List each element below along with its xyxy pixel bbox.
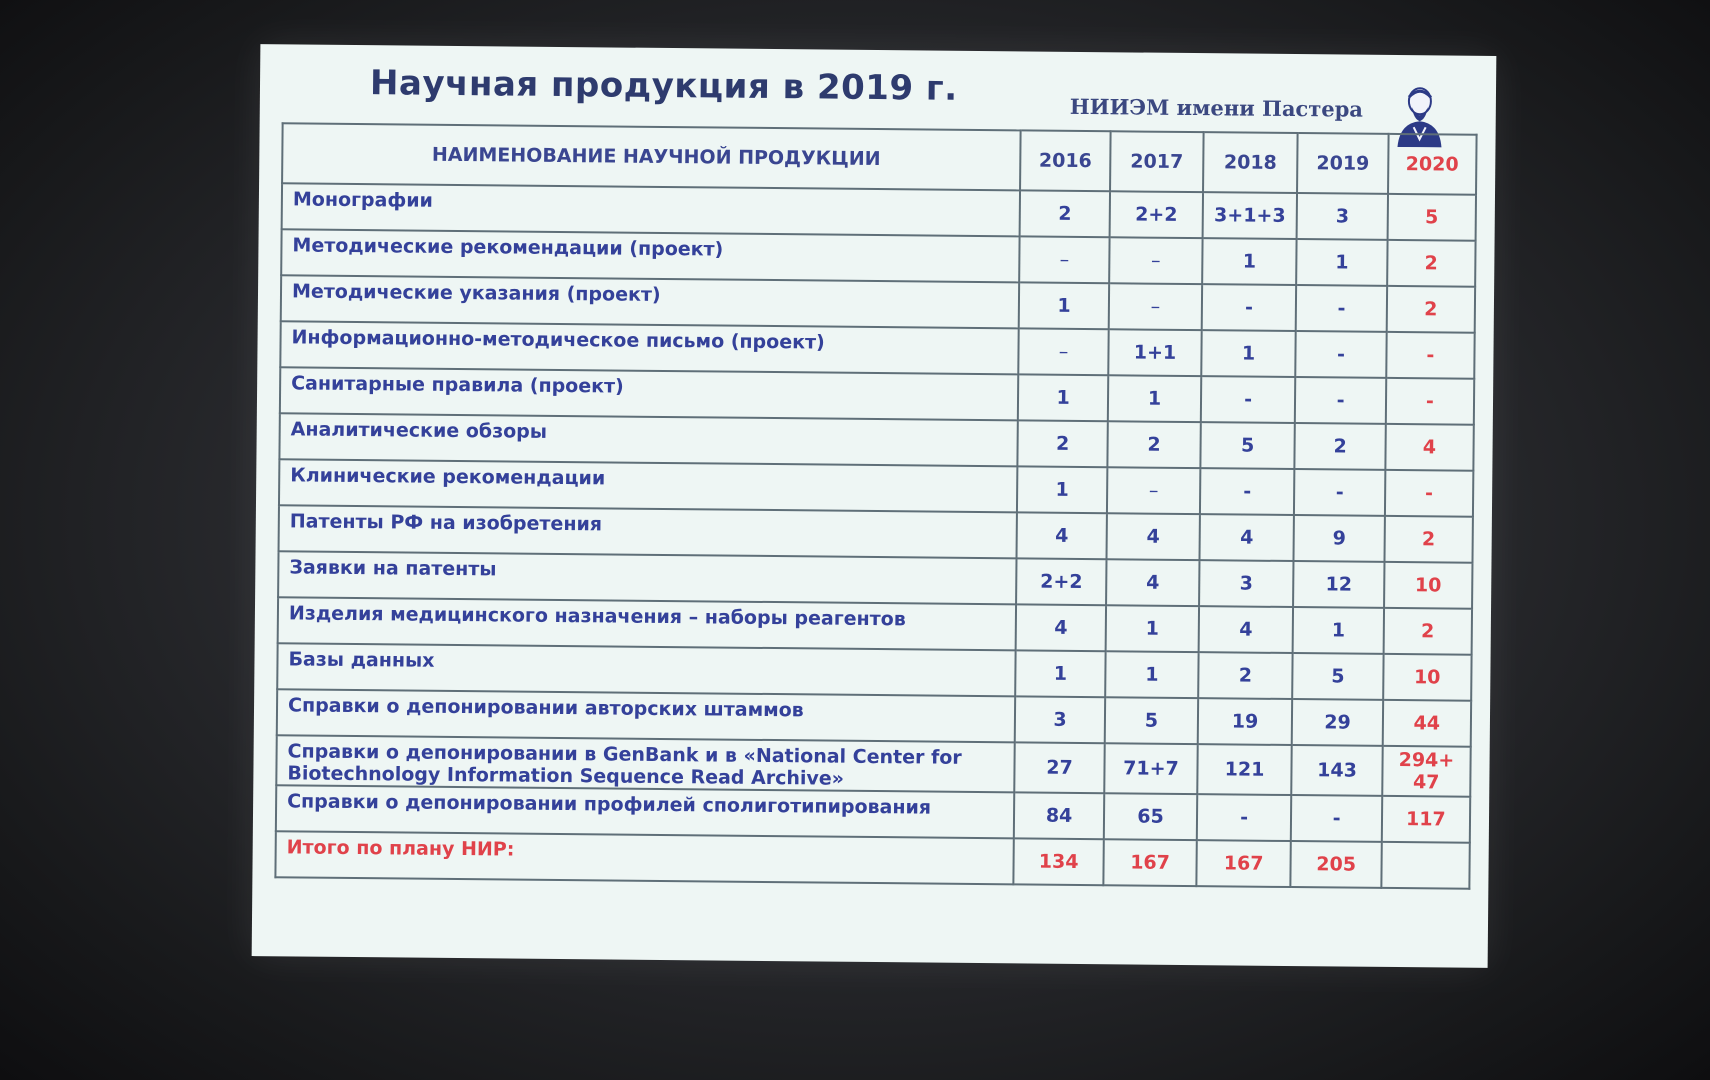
row-value: 19 [1197,698,1292,745]
row-value: 2 [1017,420,1108,467]
row-value: 3 [1015,696,1106,743]
row-value: 2 [1198,652,1293,699]
row-value: 4 [1107,513,1200,560]
row-label: Клинические рекомендации [279,459,1017,512]
row-value: 3 [1297,193,1388,240]
row-value: 143 [1292,745,1383,796]
header-year-2020: 2020 [1388,134,1477,195]
row-value: - [1296,331,1387,378]
header-year-2018: 2018 [1203,132,1298,193]
row-value: 2 [1387,240,1476,287]
row-value: 10 [1383,654,1472,701]
row-value: 2 [1383,608,1472,655]
row-value: 1 [1297,239,1388,286]
row-value: 5 [1105,697,1198,744]
row-value: 2 [1108,421,1201,468]
row-value: 3+1+3 [1202,192,1297,239]
total-value: 167 [1104,839,1197,886]
row-label: Справки о депонировании авторских штаммов [277,689,1015,742]
slide [252,44,1497,968]
row-value: 2 [1295,423,1386,470]
row-label: Изделия медицинского назначения – наборы реагентов [278,597,1016,650]
row-value: - [1386,332,1475,379]
total-value [1381,842,1470,889]
row-label: Патенты РФ на изобретения [279,505,1017,558]
row-value: 117 [1382,796,1471,843]
row-value: - [1201,376,1296,423]
row-label: Методические рекомендации (проект) [281,229,1019,282]
row-label: Аналитические обзоры [279,413,1017,466]
row-value: 4 [1106,559,1199,606]
row-value: 1 [1018,374,1109,421]
row-value: – [1109,283,1202,330]
row-label: Методические указания (проект) [281,275,1019,328]
row-value: 1+1 [1109,329,1202,376]
row-value: 27 [1014,742,1105,793]
row-value: 1 [1017,466,1108,513]
row-value: 65 [1104,793,1197,840]
row-value: 9 [1294,515,1385,562]
header-name: НАИМЕНОВАНИЕ НАУЧНОЙ ПРОДУКЦИИ [282,123,1020,190]
row-value: 84 [1014,792,1105,839]
production-table [274,122,1477,889]
row-value: 2 [1386,286,1475,333]
row-value: 44 [1382,700,1471,747]
row-value: 4 [1385,424,1474,471]
slide-title: Научная продукция в 2019 г. [369,63,958,109]
row-value: 1 [1293,607,1384,654]
row-value: 2+2 [1016,558,1107,605]
total-value: 134 [1013,838,1104,885]
header-year-2016: 2016 [1020,130,1111,191]
total-label: Итого по плану НИР: [275,831,1013,884]
row-value: 2 [1020,190,1111,237]
row-value: 2 [1384,516,1473,563]
header-year-2019: 2019 [1297,133,1388,194]
row-value: - [1197,794,1292,841]
row-value: - [1291,795,1382,842]
total-value: 205 [1291,841,1382,888]
row-value: - [1201,284,1296,331]
row-value: - [1385,470,1474,517]
row-value: 294+ 47 [1382,746,1471,797]
row-value: 1 [1201,330,1296,377]
row-label: Справки о депонировании профилей сполиготипирования [276,785,1014,838]
row-value: 1 [1105,651,1198,698]
row-value: 5 [1200,422,1295,469]
row-value: - [1386,378,1475,425]
total-value: 167 [1196,840,1291,887]
row-value: – [1109,237,1202,284]
row-label: Справки о депонировании в GenBank и в «National Center for Biotechnology Information Sequence Read Archive» [276,735,1014,792]
row-value: 1 [1019,282,1110,329]
row-value: 1 [1106,605,1199,652]
header-year-2017: 2017 [1110,131,1203,192]
row-label: Монографии [282,183,1020,236]
row-value: 1 [1202,238,1297,285]
row-value: 10 [1384,562,1473,609]
row-label: Заявки на патенты [278,551,1016,604]
row-label: Информационно-методическое письмо (проект) [280,321,1018,374]
row-value: 5 [1293,653,1384,700]
row-value: 5 [1387,194,1476,241]
row-value: - [1295,377,1386,424]
row-value: 3 [1199,560,1294,607]
row-value: 4 [1198,606,1293,653]
row-value: - [1296,285,1387,332]
row-value: 4 [1199,514,1294,561]
row-label: Санитарные правила (проект) [280,367,1018,420]
row-value: 4 [1016,512,1107,559]
row-value: - [1294,469,1385,516]
row-value: 71+7 [1105,743,1198,794]
row-value: 1 [1015,650,1106,697]
row-value: 29 [1292,699,1383,746]
row-value: – [1018,328,1109,375]
row-value: 4 [1016,604,1107,651]
row-value: 12 [1293,561,1384,608]
row-label: Базы данных [277,643,1015,696]
row-value: 1 [1108,375,1201,422]
row-value: 2+2 [1110,191,1203,238]
row-value: – [1019,236,1110,283]
institute-name: НИИЭМ имени Пастера [1069,93,1364,122]
row-value: – [1107,467,1200,514]
row-value: 121 [1197,744,1292,795]
row-value: - [1200,468,1295,515]
